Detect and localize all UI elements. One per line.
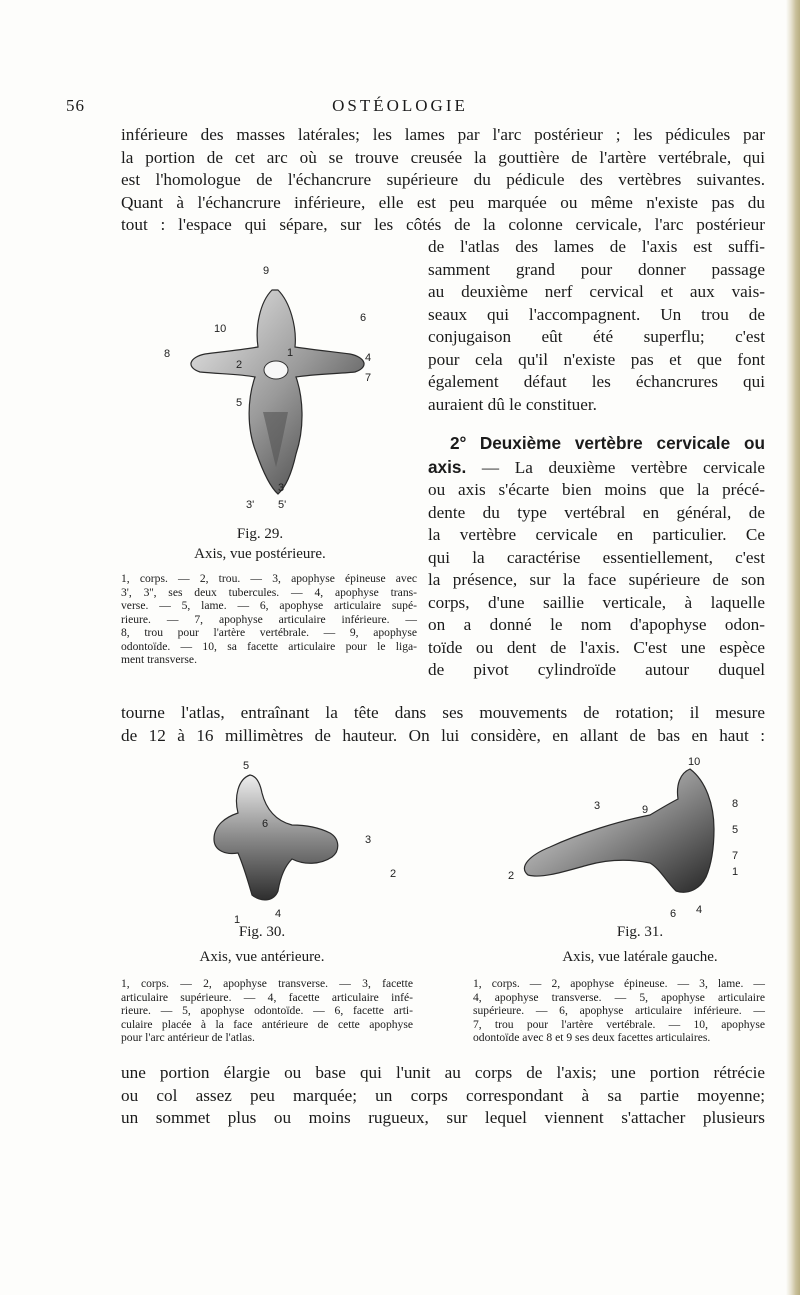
fig31-legend [473, 977, 765, 1045]
fig29-callout-9: 9 [263, 265, 270, 277]
fig30-callout-1: 1 [234, 914, 241, 925]
fig30-callout-4: 4 [275, 908, 282, 920]
legend-line: ment transverse. [121, 653, 197, 666]
fig31-callout-2: 2 [508, 870, 515, 882]
text-line: une portion élargie ou base qui l'unit au corps de l'axis; une portion rétrécie [121, 1063, 765, 1082]
legend-line: 1, corps. — 2, apophyse épineuse. — 3, lame. — [473, 977, 765, 990]
fig29-callout-6: 6 [360, 312, 367, 324]
text-line: la présence, sur la face supérieure de son [428, 570, 765, 589]
running-header [0, 96, 800, 118]
text-line: tourne l'atlas, entraînant la tête dans ses mouvements de rotation; il mesure [121, 703, 765, 722]
section-heading-line-2 [428, 456, 765, 480]
text-line: la portion de cet arc où se trouve creusée la gouttière de l'artère vertébrale, qui [121, 147, 765, 167]
text-line: ou axis s'écarte bien moins que la précé- [428, 480, 765, 499]
page-edge-shadow [786, 0, 800, 1295]
legend-line: 4, apophyse transverse. — 5, apophyse articulaire [473, 990, 765, 1004]
fig29-label: Fig. 29. [236, 526, 284, 542]
legend-line: culaire placée à la face antérieure de cette apophyse [121, 1017, 413, 1031]
axis-section [428, 432, 765, 682]
axis-anterior-drawing [160, 755, 430, 925]
fig31-callout-3: 3 [594, 800, 601, 812]
fig29-callout-5: 5 [236, 397, 243, 409]
fig29-callout-3prime: 3' [246, 499, 255, 511]
section-lead: — La deuxième vertèbre cervicale [466, 457, 765, 477]
fig29-callout-2: 2 [236, 359, 243, 371]
axis-lateral-drawing [470, 755, 760, 925]
fig29-callout-4: 4 [365, 352, 372, 364]
text-line: on a donné le nom d'apophyse odon- [428, 615, 765, 634]
fig31-callout-10: 10 [688, 756, 701, 768]
text-line: corps, d'une saillie verticale, à laquelle [428, 592, 765, 612]
fig31-callout-8: 8 [732, 798, 739, 810]
legend-line: pour l'arc antérieur de l'atlas. [121, 1031, 255, 1044]
section-heading-line [428, 432, 765, 456]
figure-29-illustration [160, 262, 430, 524]
fig29-callout-8: 8 [164, 348, 171, 360]
text-line: un sommet plus ou moins rugueux, sur lequel viennent s'attacher plusieurs [121, 1108, 765, 1127]
text-line: est l'homologue de l'échancrure supérieure du pédicule des vertèbres suivantes. [121, 170, 765, 189]
fig30-callout-2: 2 [390, 868, 397, 880]
legend-line: 7, trou pour l'artère vertébrale. — 10, apophyse [473, 1017, 765, 1031]
text-line: de 12 à 16 millimètres de hauteur. On lui considère, en allant de bas en haut : [121, 725, 765, 745]
legend-line: 8, trou pour l'artère vertébrale. — 9, apophyse [121, 626, 417, 639]
legend-line: articulaire supérieure. — 4, facette articulaire infé- [121, 990, 413, 1004]
legend-line: verse. — 5, lame. — 6, apophyse articulaire supé- [121, 599, 417, 612]
legend-line: rieure. — 7, apophyse articulaire inférieure. — [121, 612, 417, 626]
legend-line: rieure. — 5, apophyse odontoïde. — 6, facette arti- [121, 1004, 413, 1017]
text-line: pour cela qu'il n'existe pas et que font [428, 349, 765, 369]
fig29-callout-1: 1 [287, 347, 294, 359]
fig30-caption: Axis, vue antérieure. [199, 949, 325, 965]
legend-line: 3', 3'', ses deux tubercules. — 4, apophyse trans- [121, 585, 417, 599]
text-line: au deuxième nerf cervical et aux vais- [428, 282, 765, 301]
fig31-callout-9: 9 [642, 804, 649, 816]
figure-31-illustration [470, 755, 760, 925]
fig31-callout-7: 7 [732, 850, 739, 862]
fig29-caption: Axis, vue postérieure. [194, 546, 326, 562]
text-line: de l'atlas des lames de l'axis est suffi- [428, 237, 765, 256]
fig31-callout-4: 4 [696, 904, 703, 916]
page-title: OSTÉOLOGIE [332, 96, 468, 115]
legend-line: 1, corps. — 2, apophyse transverse. — 3, facette [121, 977, 413, 990]
fig30-label: Fig. 30. [238, 924, 286, 940]
fig29-callout-10: 10 [214, 323, 227, 335]
fig31-callout-6: 6 [670, 908, 677, 920]
bottom-paragraph [121, 1062, 765, 1130]
fig31-callout-5: 5 [732, 824, 739, 836]
text-line: ou col assez peu marquée; un corps correspondant à sa partie moyenne; [121, 1085, 765, 1105]
text-line: dente du type vertébral en général, de [428, 502, 765, 522]
section-number: 2° [450, 433, 467, 453]
fig29-callout-7: 7 [365, 372, 372, 384]
section-title [480, 433, 765, 453]
fig30-callout-3: 3 [365, 834, 372, 846]
page-number: 56 [66, 96, 85, 115]
fig30-legend [121, 977, 413, 1045]
text-line: également défaut les échancrures qui [428, 372, 765, 391]
fig29-legend [121, 572, 417, 667]
section-title-part2: axis. [428, 456, 467, 477]
axis-posterior-drawing [160, 262, 430, 524]
text-line: tout : l'espace qui sépare, sur les côtés de la colonne cervicale, l'arc postérieur [121, 215, 765, 234]
text-line: seaux qui l'accompagnent. Un trou de [428, 304, 765, 324]
text-line: toïde ou dent de l'axis. C'est une espèce [428, 637, 765, 657]
text-line: Quant à l'échancrure inférieure, elle est peu marquée ou même n'existe pas du [121, 192, 765, 212]
text-line: de pivot cylindroïde autour duquel [428, 660, 765, 679]
full-width-paragraph [121, 702, 765, 747]
text-line: la vertèbre cervicale en particulier. Ce [428, 525, 765, 544]
text-line: qui la caractérise essentiellement, c'est [428, 547, 765, 567]
fig30-callout-5: 5 [243, 760, 250, 772]
text-line: conjugaison eût été superflu; c'est [428, 327, 765, 346]
fig31-caption: Axis, vue latérale gauche. [562, 949, 718, 965]
top-paragraph [121, 124, 765, 237]
text-line: auraient dû le constituer. [428, 394, 597, 414]
legend-line: odontoïde avec 8 et 9 ses deux facettes articulaires. [473, 1031, 711, 1044]
fig30-callout-6: 6 [262, 818, 269, 830]
legend-line: odontoïde. — 10, sa facette articulaire pour le liga- [121, 639, 417, 653]
section-title-part1: Deuxième vertèbre cervicale ou [479, 433, 765, 453]
fig29-callout-5prime: 5' [278, 499, 287, 511]
legend-line: supérieure. — 6, apophyse articulaire inférieure. — [473, 1004, 765, 1017]
fig31-label: Fig. 31. [616, 924, 664, 940]
fig31-callout-1: 1 [732, 866, 739, 878]
legend-line: 1, corps. — 2, trou. — 3, apophyse épineuse avec [121, 572, 417, 585]
figure-30-illustration [160, 755, 430, 925]
text-line: inférieure des masses latérales; les lames par l'arc postérieur ; les pédicules par [121, 125, 765, 144]
fig29-callout-3: 3 [278, 482, 285, 494]
text-line: samment grand pour donner passage [428, 259, 765, 279]
right-column-paragraph [428, 236, 765, 416]
